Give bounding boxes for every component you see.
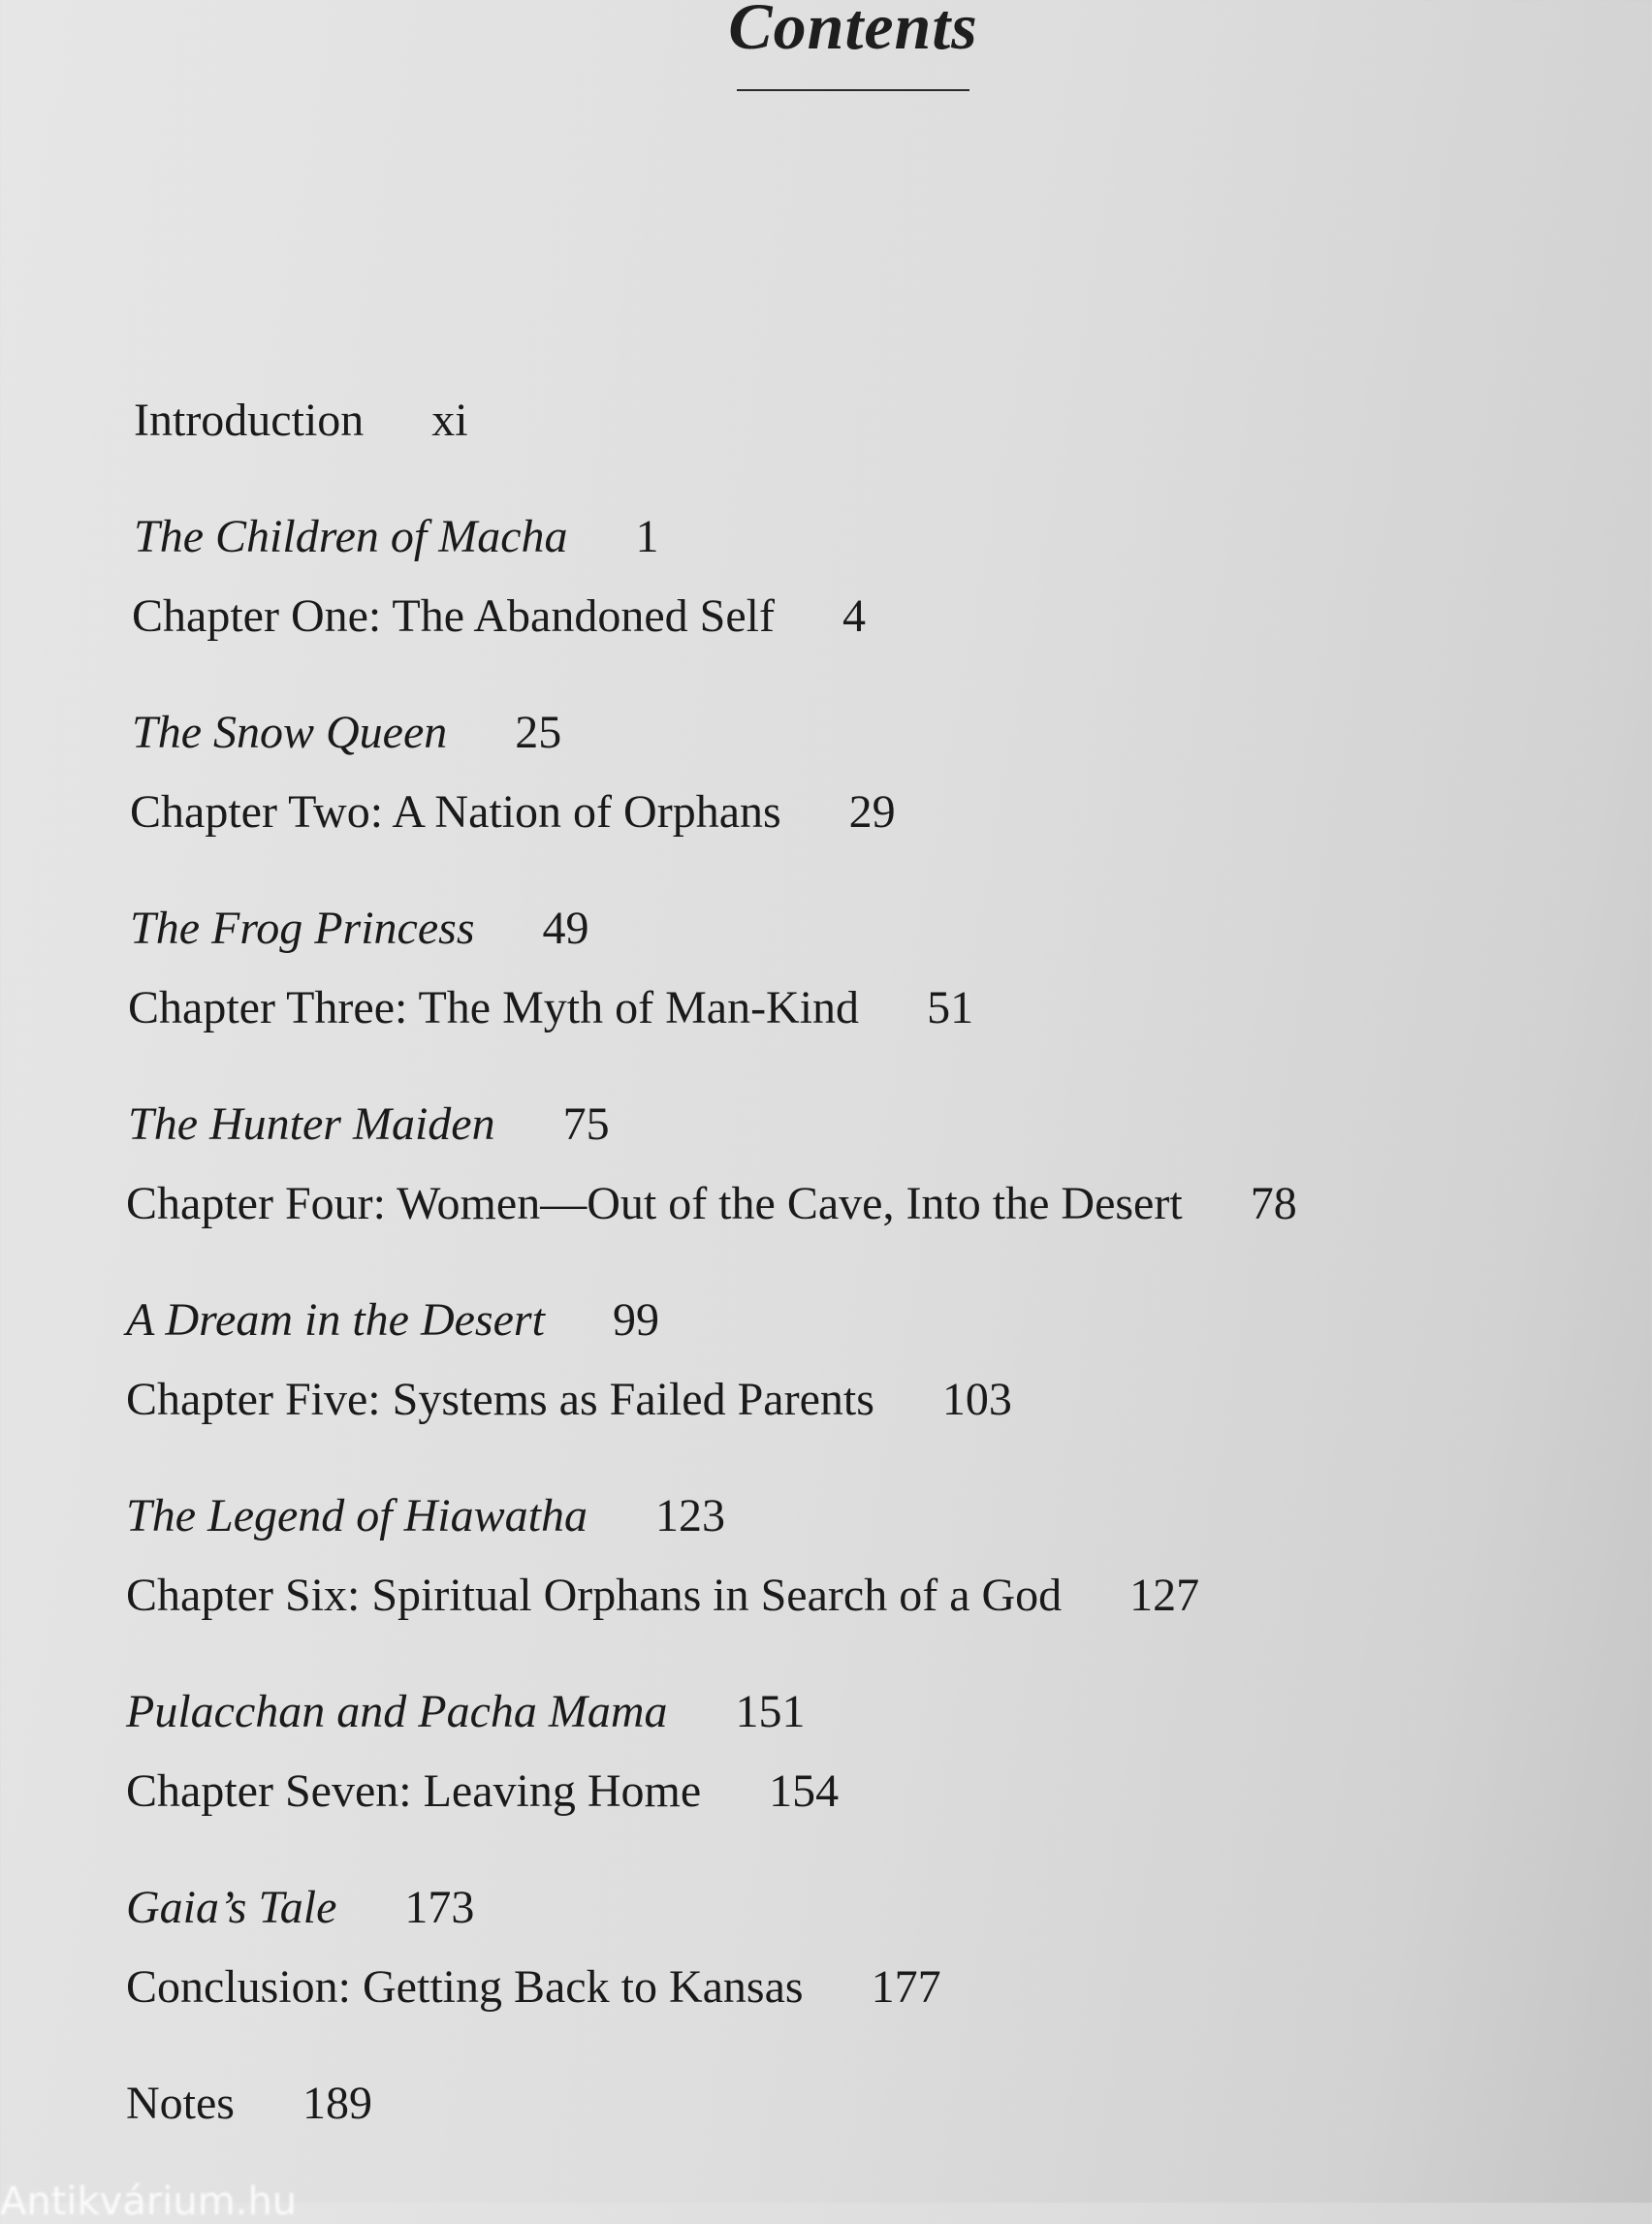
entry-title: Chapter Seven: Leaving Home	[126, 1765, 702, 1817]
entry-page-number: 75	[562, 1098, 610, 1150]
entry-page-number: 173	[404, 1882, 475, 1933]
toc-entry	[126, 1961, 941, 2013]
page-title: Contents	[728, 0, 978, 63]
entry-page-number: 29	[848, 786, 896, 838]
toc-entry	[134, 397, 468, 444]
entry-title: Chapter Five: Systems as Failed Parents	[126, 1374, 874, 1425]
toc-entry	[128, 1098, 610, 1150]
entry-title: Gaia’s Tale	[126, 1882, 337, 1933]
toc-entry	[126, 1765, 840, 1817]
toc-entry	[126, 1374, 1012, 1425]
entry-page-number: 103	[941, 1374, 1012, 1425]
entry-title: The Legend of Hiawatha	[126, 1490, 588, 1541]
entry-page-number: 1	[635, 511, 659, 562]
entry-title: Chapter One: The Abandoned Self	[132, 590, 775, 642]
toc-entry	[126, 1882, 475, 1933]
entry-title: Pulacchan and Pacha Mama	[126, 1686, 668, 1737]
entry-page-number: xi	[431, 395, 468, 446]
entry-page-number: 189	[302, 2078, 372, 2129]
entry-page-number: 99	[612, 1294, 659, 1346]
toc-entry	[126, 1570, 1200, 1621]
entry-title: A Dream in the Desert	[126, 1294, 545, 1346]
entry-title: Conclusion: Getting Back to Kansas	[126, 1961, 804, 2013]
watermark: Antikvárium.hu	[0, 2179, 298, 2224]
toc-entry	[126, 1178, 1297, 1229]
toc-entry	[126, 1294, 659, 1346]
toc-entry	[130, 905, 589, 952]
toc-entry	[132, 707, 562, 758]
entry-page-number: 177	[871, 1961, 941, 2013]
entry-title: The Frog Princess	[130, 903, 475, 954]
toc-entry	[130, 786, 896, 838]
entry-page-number: 151	[735, 1686, 806, 1737]
toc-entry	[134, 511, 659, 562]
toc-entry	[132, 590, 866, 642]
entry-page-number: 51	[927, 982, 974, 1033]
entry-page-number: 127	[1129, 1570, 1200, 1621]
entry-title: Introduction	[134, 395, 365, 446]
entry-page-number: 78	[1250, 1178, 1297, 1229]
toc-entry	[126, 2078, 372, 2129]
toc-entry	[126, 1686, 806, 1737]
entry-title: Chapter Four: Women—Out of the Cave, Into the Desert	[126, 1178, 1183, 1229]
entry-title: Chapter Three: The Myth of Man-Kind	[128, 982, 860, 1033]
entry-title: Chapter Two: A Nation of Orphans	[130, 786, 781, 838]
entry-title: The Children of Macha	[134, 511, 568, 562]
entry-page-number: 4	[842, 590, 866, 642]
entry-title: The Snow Queen	[132, 707, 448, 758]
entry-page-number: 154	[769, 1765, 840, 1817]
entry-title: Notes	[126, 2078, 235, 2129]
entry-page-number: 25	[515, 707, 562, 758]
toc-entry	[126, 1490, 725, 1541]
entry-page-number: 49	[542, 903, 589, 954]
entry-title: The Hunter Maiden	[128, 1098, 495, 1150]
entry-title: Chapter Six: Spiritual Orphans in Search of a God	[126, 1570, 1063, 1621]
toc-entry	[128, 982, 974, 1033]
entry-page-number: 123	[655, 1490, 725, 1541]
